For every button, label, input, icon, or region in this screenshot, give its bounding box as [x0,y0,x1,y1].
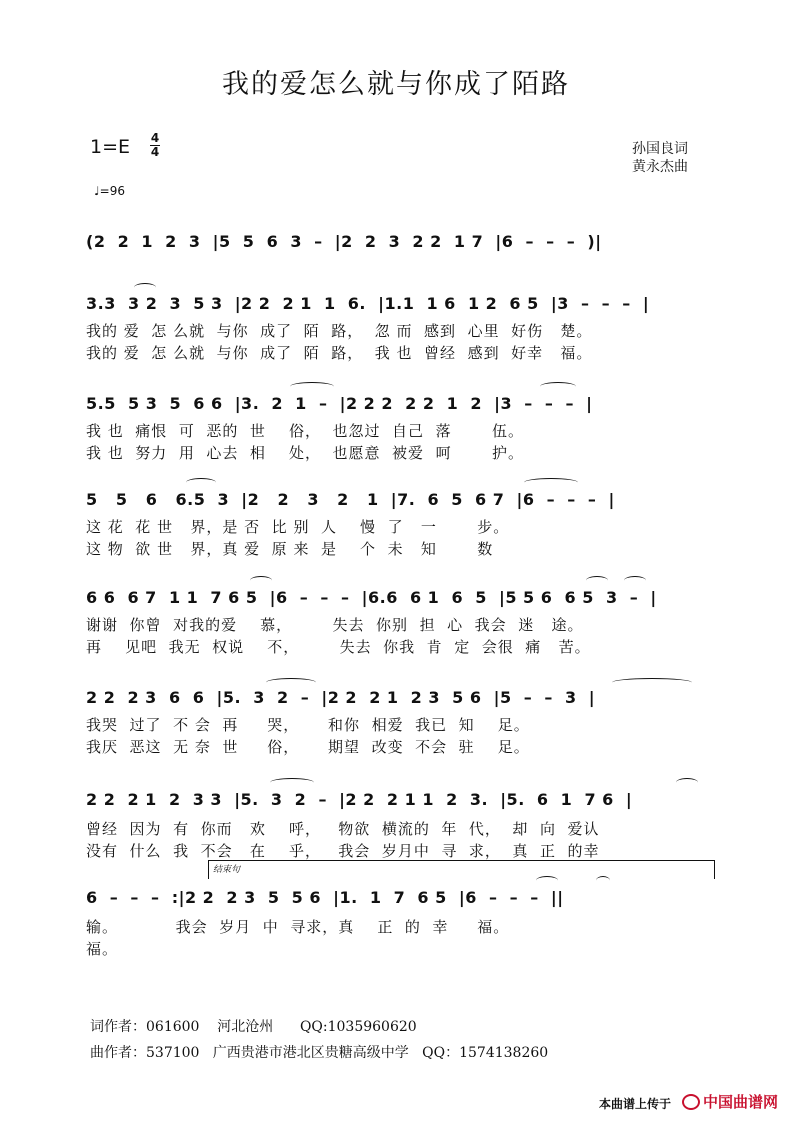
slur-mark [536,876,558,885]
lyricist-credit: 孙国良词 [632,141,688,157]
song-title: 我的爱怎么就与你成了陌路 [222,69,570,100]
notation-line: 6 6 6 7 1 1 7 6 5 |6 – – – |6.6 6 1 6 5 |5 5 6 6 5 3 – | [86,588,657,607]
slur-mark [676,778,698,787]
slur-mark [624,576,646,585]
slur-mark [270,778,314,787]
upload-note: 本曲谱上传于 [599,1097,672,1111]
lyric-line-2: 我厌 恶这 无 奈 世 俗， 期望 改变 不会 驻 足。 [86,738,530,756]
fermata-mark [596,876,610,885]
slur-mark [540,382,576,391]
lyricist-info: 词作者：061600 河北沧州 QQ:1035960620 [90,1019,417,1035]
lyric-line-1: 我 也 痛恨 可 恶的 世 俗， 也忽过 自己 落 伍。 [86,422,524,440]
lyric-line-2: 这 物 欲 世 界，真 爱 原 来 是 个 未 知 数 [86,540,494,558]
lyric-line-2: 没有 什么 我 不会 在 乎， 我会 岁月中 寻 求， 真 正 的幸 [86,842,600,860]
lyric-line-2: 再 见吧 我无 权说 不， 失去 你我 肯 定 会很 痛 苦。 [86,638,591,656]
time-sig-top: 4 [150,131,160,145]
slur-mark [186,478,216,487]
ending-bracket [208,860,715,879]
notation-line: 2 2 2 3 6 6 |5. 3 2 – |2 2 2 1 2 3 5 6 |5 – – 3 | [86,688,596,707]
lyric-line-1: 曾经 因为 有 你而 欢 呼， 物欲 横流的 年 代， 却 向 爱认 [86,820,600,838]
composer-info: 曲作者：537100 广西贵港市港北区贵糖高级中学 QQ：1574138260 [90,1045,549,1061]
lyric-line-1: 输。 我会 岁月 中 寻求，真 正 的 幸 福。 [86,918,510,936]
composer-credit: 黄永杰曲 [632,159,688,175]
time-signature [150,132,160,159]
lyric-line-2: 我 也 努力 用 心去 相 处， 也愿意 被爱 呵 护。 [86,444,524,462]
lyric-line-2: 我的 爱 怎 么就 与你 成了 陌 路， 我 也 曾经 感到 好幸 福。 [86,344,593,362]
lyric-line-1: 我哭 过了 不 会 再 哭， 和你 相爱 我已 知 足。 [86,716,530,734]
time-sig-bottom: 4 [150,145,160,159]
slur-mark [290,382,334,391]
lyric-line-1: 这 花 花 世 界，是 否 比 别 人 慢 了 一 步。 [86,518,510,536]
slur-mark [612,678,692,687]
slur-mark [266,678,316,687]
slur-mark [134,283,156,292]
slur-mark [524,478,578,487]
notation-line: (2 2 1 2 3 |5 5 6 3 – |2 2 3 2 2 1 7 |6 – – – )| [86,232,602,251]
lyric-line-2: 福。 [86,940,119,958]
notation-line: 5.5 5 3 5 6 6 |3. 2 1 – |2 2 2 2 2 1 2 |3 – – – | [86,394,593,413]
ending-label: 结束句 [213,865,241,875]
slur-mark [250,576,272,585]
notation-line: 3.3 3 2 3 5 3 |2 2 2 1 1 6. |1.1 1 6 1 2 6 5 |3 – – – | [86,294,650,313]
lyric-line-1: 谢谢 你曾 对我的爱 慕， 失去 你别 担 心 我会 迷 途。 [86,616,584,634]
tempo-mark: ♩=96 [94,184,125,198]
slur-mark [586,576,608,585]
notation-line: 5 5 6 6.5 3 |2 2 3 2 1 |7. 6 5 6 7 |6 – – – | [86,490,615,509]
notation-line: 2 2 2 1 2 3 3 |5. 3 2 – |2 2 2 1 1 2 3. |5. 6 1 7 6 | [86,790,633,809]
site-logo-icon [682,1094,700,1110]
site-logo[interactable] [682,1091,778,1112]
notation-line: 6 – – – :|2 2 2 3 5 5 6 |1. 1 7 6 5 |6 – – – || [86,888,564,907]
key-signature: 1=E [90,136,131,158]
site-name: 中国曲谱网 [703,1093,779,1111]
lyric-line-1: 我的 爱 怎 么就 与你 成了 陌 路， 忽 而 感到 心里 好伤 楚。 [86,322,593,340]
